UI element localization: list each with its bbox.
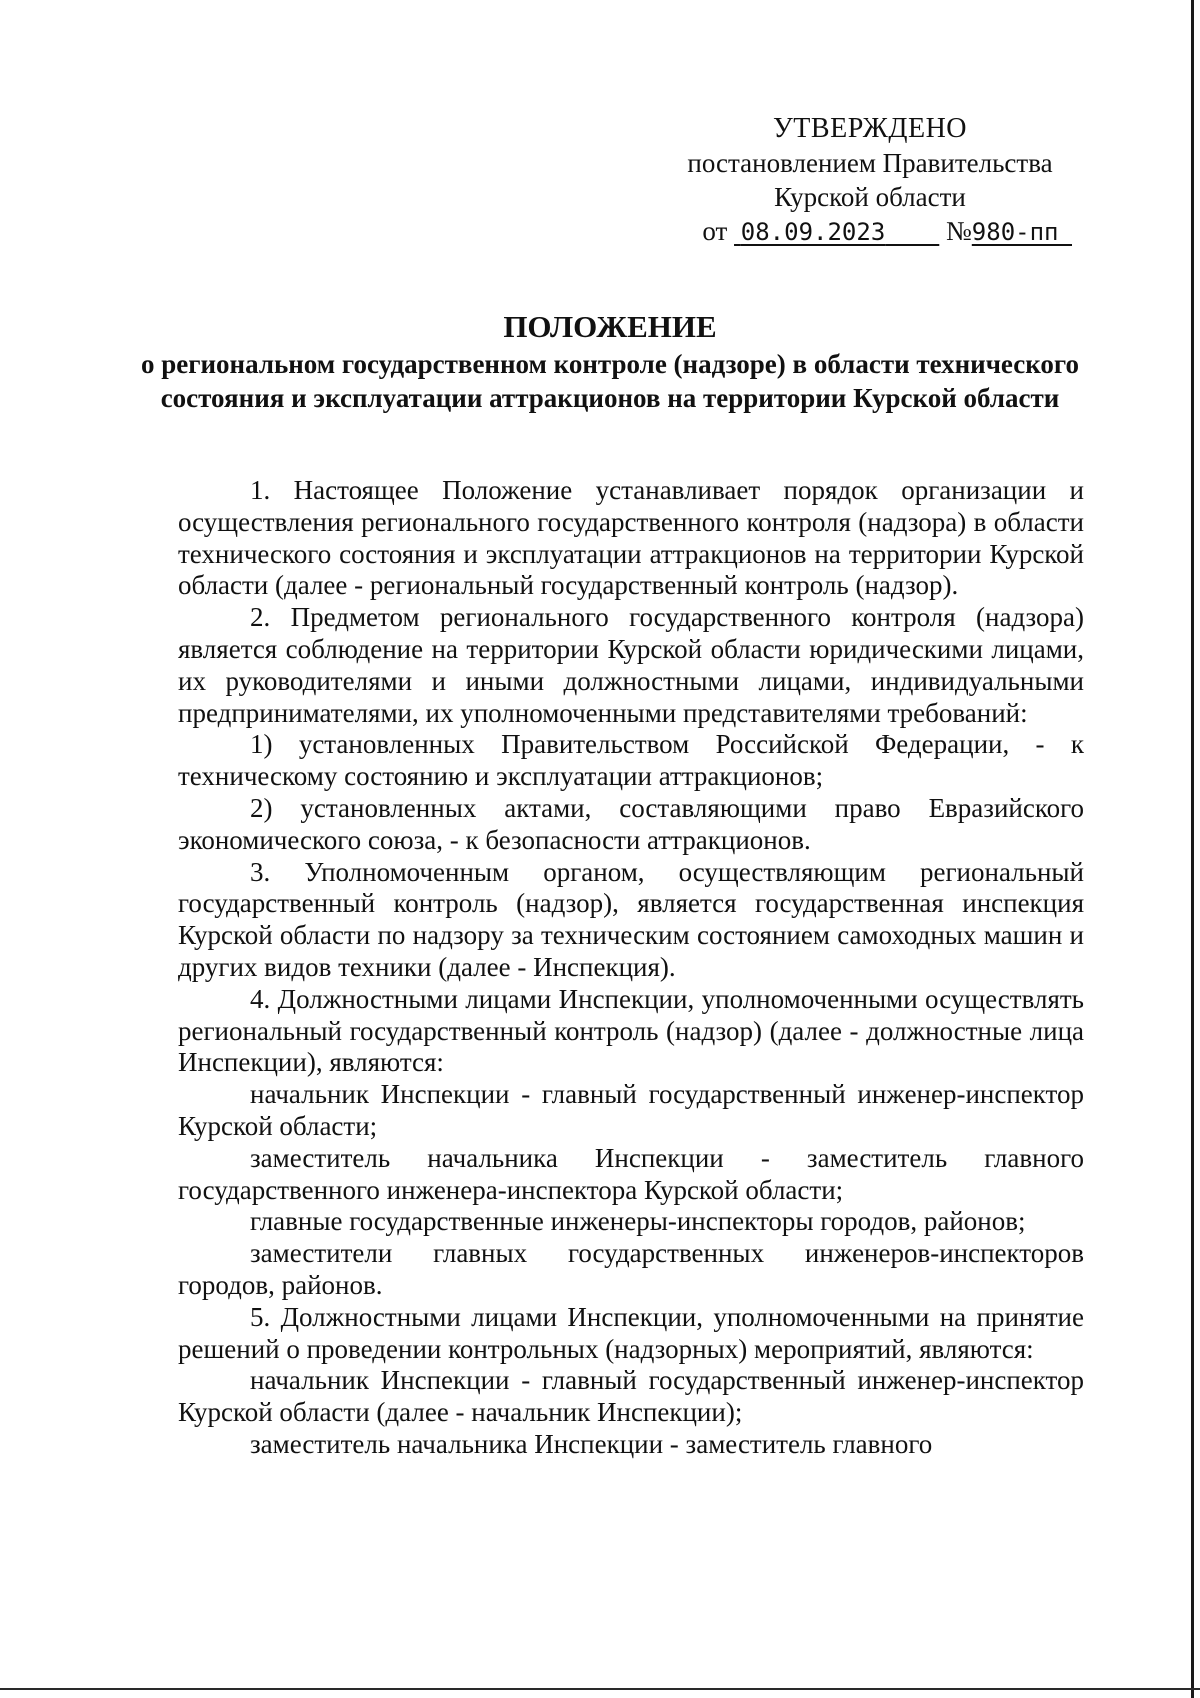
paragraph-3: 3. Уполномоченным органом, осуществляющим региональный государственный контроль (надзор), является государственная инспекция Курской области по надзору за техническим состоянием самоходных машин и других видов техники (далее - Инспекция). [178, 856, 1084, 982]
scan-edge-right [1191, 0, 1194, 1698]
approval-line-2: Курской области [774, 182, 966, 212]
paragraph-2-item-2: 2) установленных актами, составляющими право Евразийского экономического союза, - к безопасности аттракционов. [178, 792, 1084, 855]
scan-edge-bottom [0, 1688, 1200, 1690]
document-title: ПОЛОЖЕНИЕ [503, 309, 717, 344]
number-blank [972, 216, 1072, 246]
paragraph-4-item-2: заместитель начальника Инспекции - заместитель главного государственного инженера-инспектора Курской области; [178, 1142, 1084, 1205]
paragraph-5-item-1: начальник Инспекции - главный государственный инженер-инспектор Курской области (далее - начальник Инспекции); [178, 1365, 1084, 1428]
approval-stamp-block [650, 112, 1090, 249]
approval-date: 08.09.2023 [740, 218, 886, 246]
document-title-block [130, 307, 1090, 415]
paragraph-5-item-2: заместитель начальника Инспекции - заместитель главного [250, 1428, 933, 1459]
paragraph-4-item-4: заместители главных государственных инженеров-инспекторов городов, районов. [178, 1238, 1084, 1300]
document-body [178, 475, 1084, 1461]
paragraph-4-item-1: начальник Инспекции - главный государственный инженер-инспектор Курской области; [178, 1079, 1084, 1141]
paragraph-4-item-3: главные государственные инженеры-инспекторы городов, районов; [250, 1206, 1026, 1237]
document-subtitle: о региональном государственном контроле (надзоре) в области технического состояния и эксплуатации аттракционов на территории Курской области [140, 349, 1080, 413]
paragraph-2-item-1: 1) установленных Правительством Российской Федерации, - к техническому состоянию и эксплуатации аттракционов; [178, 729, 1084, 792]
approval-line-1: постановлением Правительства [687, 148, 1053, 178]
paragraph-1: 1. Настоящее Положение устанавливает порядок организации и осуществления регионального государственного контроля (надзора) в области технического состояния и эксплуатации аттракционов на территории Курской области (далее - региональный государственный контроль (надзор). [178, 475, 1084, 601]
approval-number: 980-пп [971, 218, 1059, 246]
paragraph-4: 4. Должностными лицами Инспекции, уполномоченными осуществлять региональный государственный контроль (надзор) (далее - должностные лица Инспекции), являются: [178, 983, 1084, 1078]
approval-date-line [650, 214, 1090, 249]
approval-heading: УТВЕРЖДЕНО [772, 113, 968, 144]
paragraph-2: 2. Предметом регионального государственного контроля (надзора) является соблюдение на территории Курской области юридическими лицами, их руководителями и иными должностными лицами, индивидуальными предпринимателями, их уполномоченными представителями требований: [178, 602, 1084, 728]
date-blank [734, 216, 939, 246]
date-prefix: от [702, 216, 728, 246]
number-sign: № [946, 216, 972, 246]
paragraph-5: 5. Должностными лицами Инспекции, уполномоченными на принятие решений о проведении контрольных (надзорных) мероприятий, являются: [178, 1301, 1084, 1364]
